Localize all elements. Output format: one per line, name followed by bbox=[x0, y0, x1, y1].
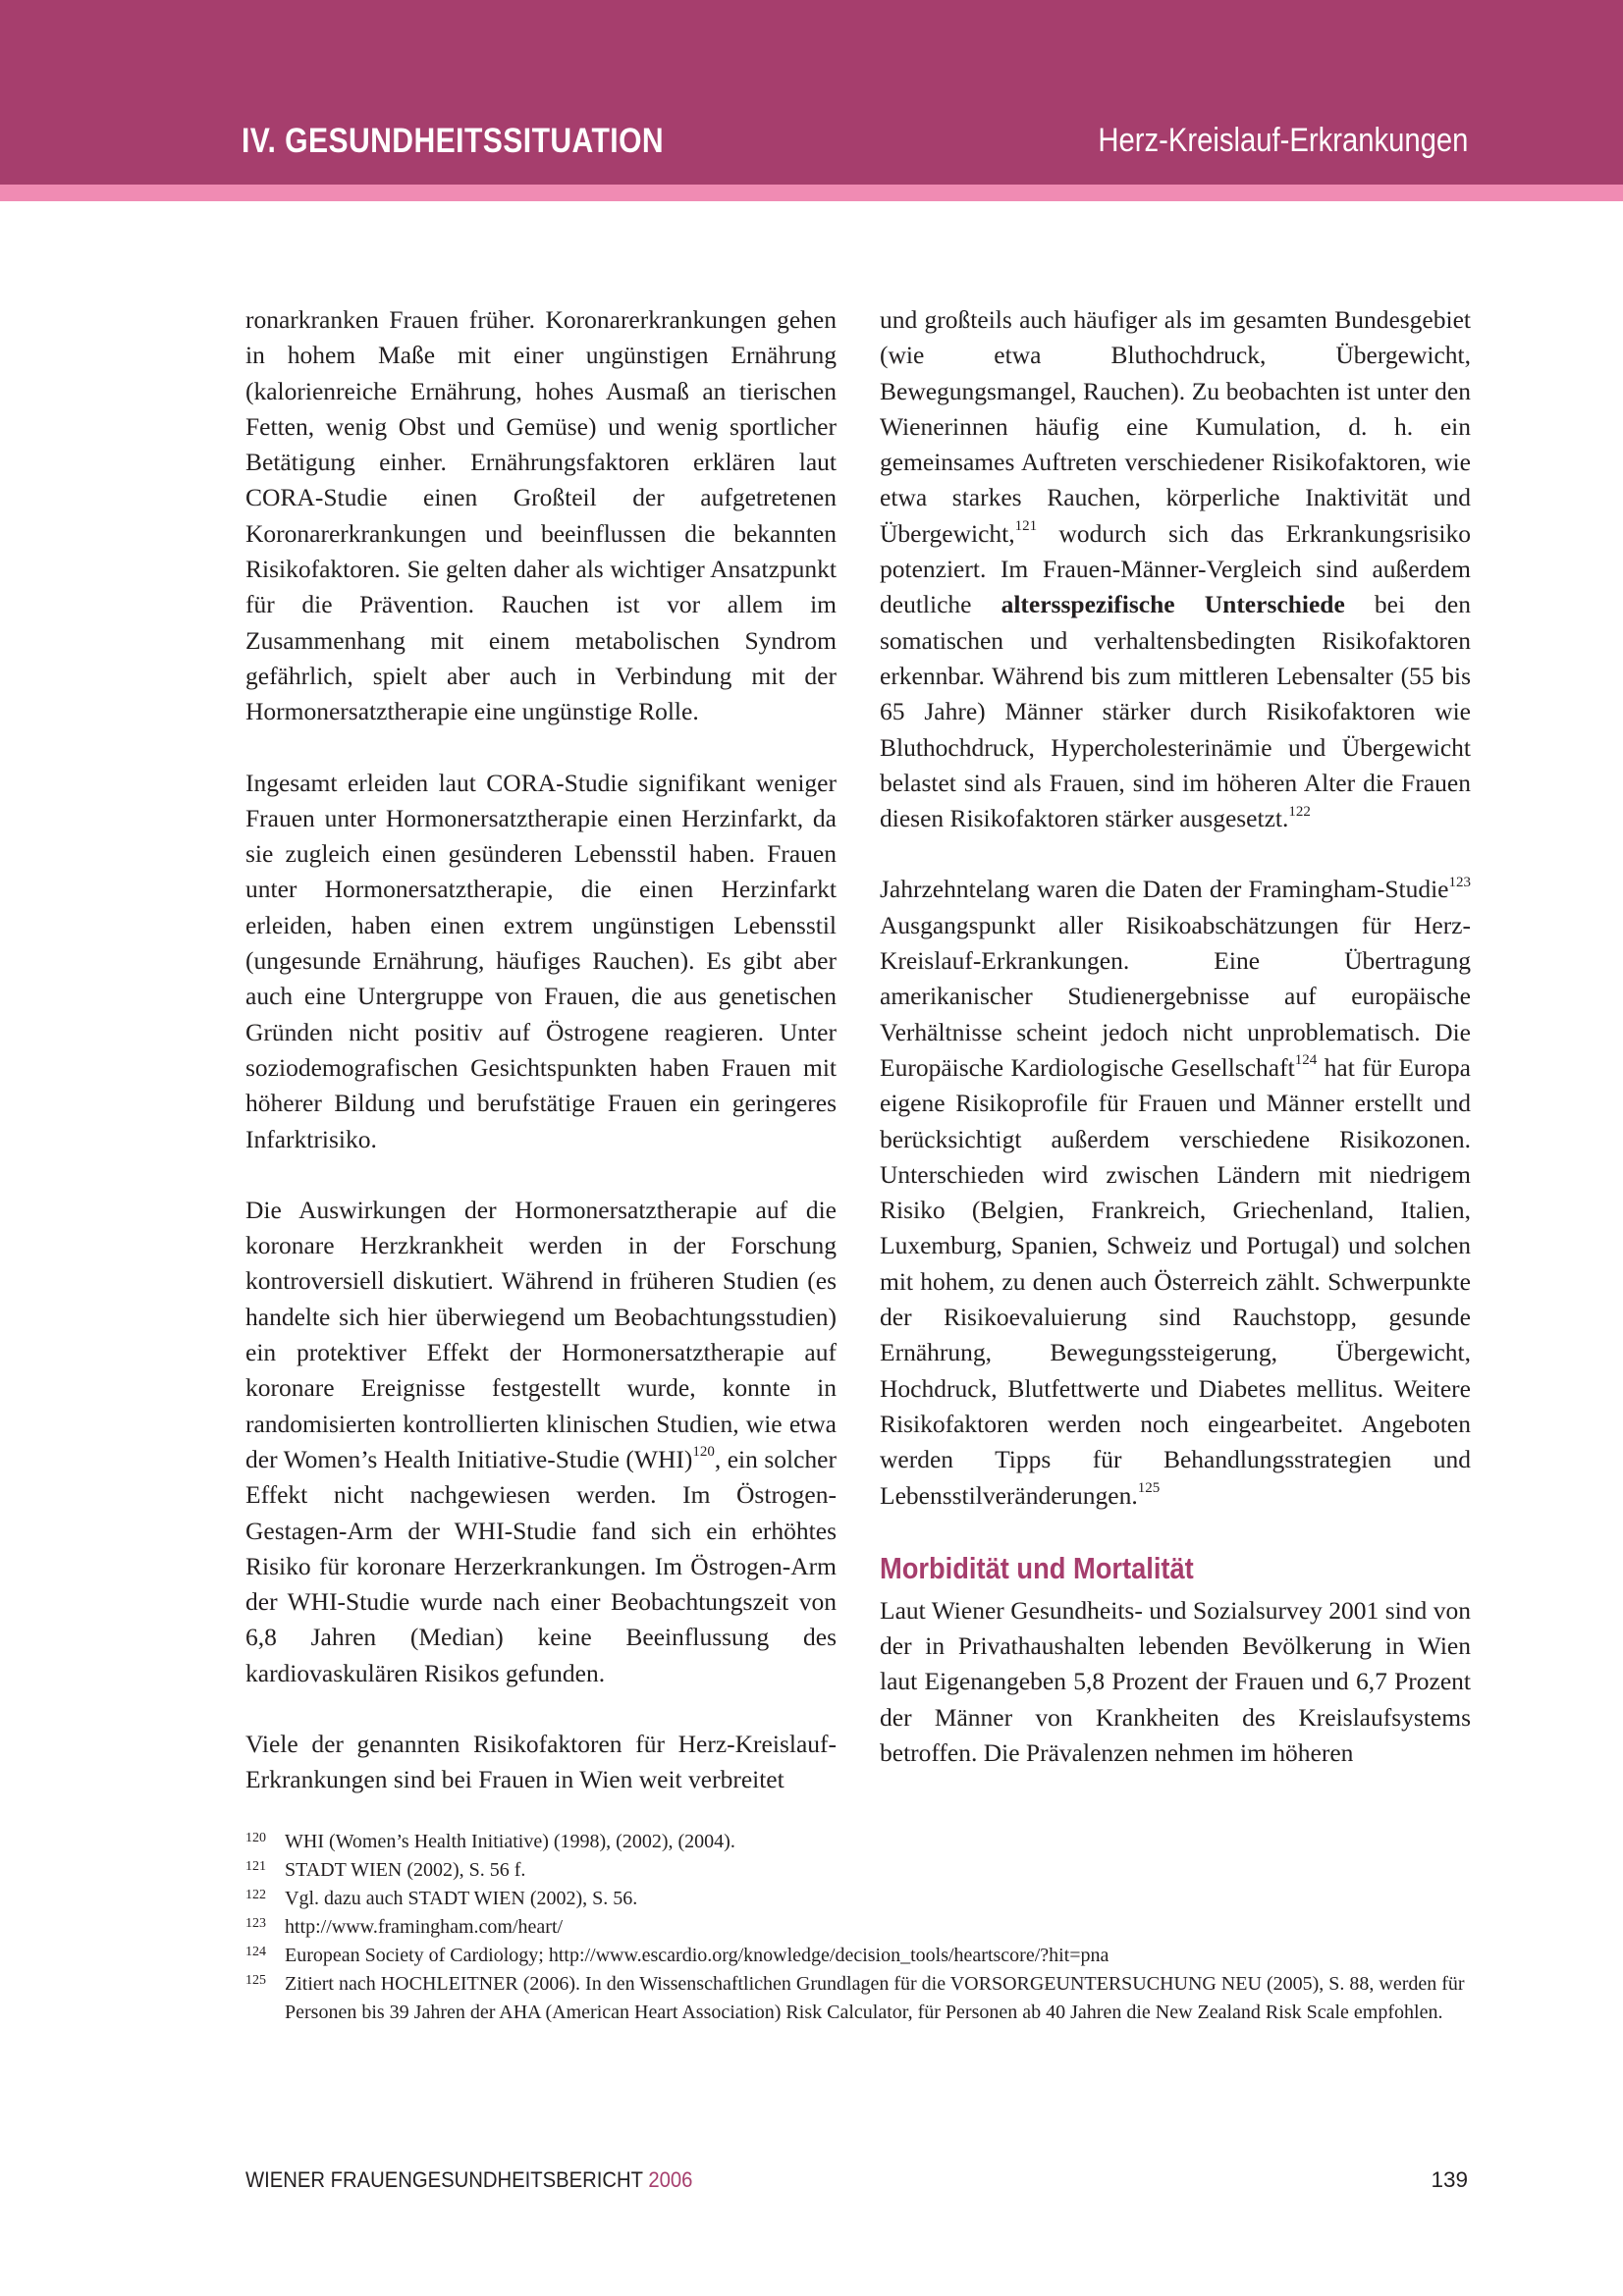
footnote-ref[interactable]: 125 bbox=[1137, 1480, 1161, 1496]
footnote-ref[interactable]: 124 bbox=[1294, 1052, 1318, 1069]
footnote-ref[interactable]: 123 bbox=[1448, 874, 1471, 890]
footnote-ref[interactable]: 120 bbox=[692, 1444, 715, 1461]
footnote-number: 125 bbox=[245, 1973, 266, 1988]
paragraph: ronarkranken Frauen früher. Koronarerkrankungen gehen in hohem Maße mit einer ungünstigen Ernährung (kalorienreiche Ernährung, hohes Ausmaß an tierischen Fetten, wenig Obst und Gemüse) und wenig sportlicher Betätigung einher. Ernährungsfaktoren erklären laut CORA-Studie einen Großteil der aufgetretenen Koronarerkrankungen und beeinflussen die bekannten Risikofaktoren. Sie gelten daher als wichtiger Ansatzpunkt für die Prävention. Rauchen ist vor allem im Zusammenhang mit einem metabolischen Syndrom gefährlich, spielt aber auch in Verbindung mit der Hormonersatztherapie eine ungünstige Rolle. bbox=[245, 305, 837, 726]
footnote-text: STADT WIEN (2002), S. 56 f. bbox=[285, 1859, 526, 1881]
paragraph: Ingesamt erleiden laut CORA-Studie signifikant weniger Frauen unter Hormonersatztherapie einen Herzinfarkt, da sie zugleich einen gesünderen Lebensstil haben. Frauen unter Hormonersatztherapie, die einen Herzinfarkt erleiden, haben einen extrem ungünstigen Lebensstil (ungesunde Ernährung, häufiges Rauchen). Es gibt aber auch eine Untergruppe von Frauen, die aus genetischen Gründen nicht positiv auf Östrogene reagieren. Unter soziodemografischen Gesichtspunkten haben Frauen mit höherer Bildung und berufstätige Frauen ein geringeres Infarktrisiko. bbox=[245, 768, 837, 1153]
footnote-number: 123 bbox=[245, 1916, 266, 1931]
footnotes bbox=[245, 1828, 1473, 2027]
footer-year: 2006 bbox=[648, 2167, 693, 2192]
header-stripe bbox=[0, 185, 1623, 201]
footnote-number: 120 bbox=[245, 1831, 266, 1845]
paragraph: Viele der genannten Risikofaktoren für Herz-Kreislauf-Erkrankungen sind bei Frauen in Wien weit verbreitet bbox=[245, 1729, 837, 1794]
footnote-ref[interactable]: 121 bbox=[1014, 518, 1038, 535]
emphasis: altersspezifische Unterschiede bbox=[1001, 590, 1345, 619]
left-column bbox=[245, 302, 837, 1798]
footnote-number: 121 bbox=[245, 1859, 266, 1874]
page-number: 139 bbox=[1431, 2167, 1468, 2192]
footnote bbox=[245, 1885, 1473, 1913]
footnote-ref[interactable]: 122 bbox=[1288, 803, 1311, 820]
footer-title: WIENER FRAUENGESUNDHEITSBERICHT 2006 bbox=[245, 2167, 693, 2192]
footnote-text: Zitiert nach HOCHLEITNER (2006). In den Wissenschaftlichen Grundlagen für die VORSORGEUNTERSUCHUNG NEU (2005), S. 88, werden für Personen bis 39 Jahren der AHA (American Heart Association) Risk Calculator, für Personen ab 40 Jahren die New Zealand Risk Scale empfohlen. bbox=[285, 1973, 1465, 2023]
section-title: Herz-Kreislauf-Erkrankungen bbox=[1097, 122, 1468, 159]
footnote-link[interactable]: http://www.framingham.com/heart/ bbox=[285, 1916, 564, 1938]
footnote bbox=[245, 1942, 1473, 1970]
paragraph: Laut Wiener Gesundheits- und Sozialsurvey 2001 sind von der in Privathaushalten lebenden Bevölkerung in Wien laut Eigenangeben 5,8 Prozent der Frauen und 6,7 Prozent der Männer von Krankheiten des Kreislaufsystems betroffen. Die Prävalenzen nehmen im höheren bbox=[880, 1595, 1471, 1767]
paragraph: Jahrzehntelang waren die Daten der Framingham-Studie$^{123}$ Ausgangspunkt aller Risikoabschätzungen für Herz-Kreislauf-Erkrankungen. Eine Übertragung amerikanischer Studienergebnisse auf europäische Verhältnisse scheint jedoch nicht unproblematisch. Die Europäische Kardiologische Gesellschaft$^{124}$ hat für Europa eigene Risikoprofile für Frauen und Männer erstellt und berücksichtigt außerdem verschiedene Risikozonen. Unterschieden wird zwischen Ländern mit niedrigem Risiko (Belgien, Frankreich, Griechenland, Italien, Luxemburg, Spanien, Schweiz und Portugal) und solchen mit hohem, zu denen auch Österreich zählt. Schwerpunkte der Risikoevaluierung sind Rauchstopp, gesunde Ernährung, Bewegungssteigerung, Übergewicht, Hochdruck, Blutfettwerte und Diabetes mellitus. Weitere Risikofaktoren werden noch eingearbeitet. Angeboten werden Tipps für Behandlungsstrategien und Lebensstilveränderungen.$^{125}$ bbox=[880, 874, 1471, 1510]
page-header bbox=[0, 0, 1623, 185]
paragraph: und großteils auch häufiger als im gesamten Bundesgebiet (wie etwa Bluthochdruck, Übergewicht, Bewegungsmangel, Rauchen). Zu beobachten ist unter den Wienerinnen häufig eine Kumulation, d. h. ein gemeinsames Auftreten verschiedener Risikofaktoren, wie etwa starkes Rauchen, körperliche Inaktivität und Übergewicht,$^{121}$ wodurch sich das Erkrankungsrisiko potenziert. Im Frauen-Männer-Vergleich sind außerdem deutliche altersspezifische Unterschiede bei den somatischen und verhaltensbedingten Risikofaktoren erkennbar. Während bis zum mittleren Lebensalter (55 bis 65 Jahre) Männer stärker durch Risikofaktoren wie Bluthochdruck, Hypercholesterinämie und Übergewicht belastet sind als Frauen, sind im höheren Alter die Frauen diesen Risikofaktoren stärker ausgesetzt.$^{122}$ bbox=[880, 305, 1471, 833]
chapter-title: IV. GESUNDHEITSSITUATION bbox=[242, 122, 665, 160]
footnote-number: 124 bbox=[245, 1945, 266, 1959]
footnote-link[interactable]: European Society of Cardiology; http://www.escardio.org/knowledge/decision_tools/heartscore/?hit=pna bbox=[285, 1945, 1109, 1966]
paragraph: Die Auswirkungen der Hormonersatztherapie auf die koronare Herzkrankheit werden in der Forschung kontroversiell diskutiert. Während in früheren Studien (es handelte sich hier überwiegend um Beobachtungsstudien) ein protektiver Effekt der Hormonersatztherapie auf koronare Ereignisse festgestellt wurde, konnte in randomisierten kontrollierten klinischen Studien, wie etwa der Women’s Health Initiative-Studie (WHI)$^{120}$, ein solcher Effekt nicht nachgewiesen werden. Im Östrogen-Gestagen-Arm der WHI-Studie fand sich ein erhöhtes Risiko für koronare Herzerkrankungen. Im Östrogen-Arm der WHI-Studie wurde nach einer Beobachtungszeit von 6,8 Jahren (Median) keine Beeinflussung des kardiovaskulären Risikos gefunden. bbox=[245, 1195, 837, 1687]
footnote bbox=[245, 1828, 1473, 1856]
footnote-text: WHI (Women’s Health Initiative) (1998), (2002), (2004). bbox=[285, 1831, 735, 1852]
section-heading: Morbidität und Mortalität bbox=[880, 1550, 1194, 1585]
footnote-text: Vgl. dazu auch STADT WIEN (2002), S. 56. bbox=[285, 1888, 638, 1909]
right-column bbox=[880, 302, 1471, 1771]
footnote bbox=[245, 1913, 1473, 1942]
footnote-number: 122 bbox=[245, 1888, 266, 1902]
footnote bbox=[245, 1856, 1473, 1885]
footnote bbox=[245, 1970, 1473, 2027]
